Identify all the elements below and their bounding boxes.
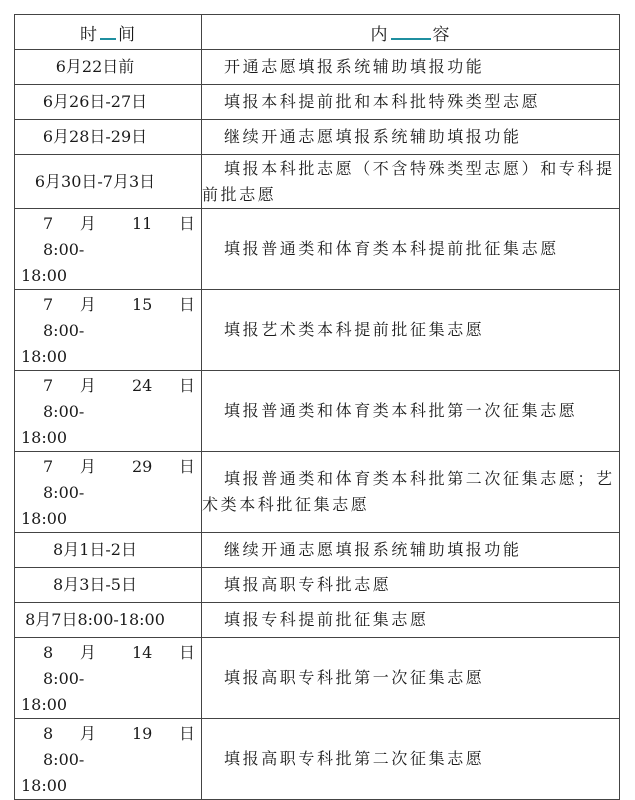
- time-cell: [15, 209, 202, 290]
- content-cell: [202, 209, 620, 290]
- content-text: 开通志愿填报系统辅助填报功能: [224, 57, 485, 76]
- table-row: [15, 371, 620, 452]
- content-cell: [202, 452, 620, 533]
- time-line-2: 18:00: [21, 776, 68, 795]
- table-row: [15, 85, 620, 120]
- time-cell: 8月7日8:00-18:00: [15, 603, 202, 638]
- time-line-1: 8 月 14 日 8:00-: [43, 643, 195, 688]
- content-text: 填报艺术类本科提前批征集志愿: [224, 320, 485, 339]
- time-header-char-1: 时: [80, 24, 98, 45]
- content-cell: [202, 371, 620, 452]
- time-cell: 6月30日-7月3日: [15, 155, 202, 209]
- table-row: [15, 209, 620, 290]
- table-row: [15, 533, 620, 568]
- header-underline: [100, 24, 116, 40]
- time-column-header: [15, 15, 202, 50]
- content-text: 填报普通类和体育类本科批第二次征集志愿；艺术类本科批征集志愿: [202, 469, 615, 514]
- time-cell: [15, 719, 202, 800]
- content-text: 填报普通类和体育类本科批第一次征集志愿: [224, 401, 578, 420]
- time-line-1: 7 月 15 日 8:00-: [43, 295, 195, 340]
- time-line-2: 18:00: [21, 509, 68, 528]
- content-cell: [202, 603, 620, 638]
- time-line-1: 8 月 19 日 8:00-: [43, 724, 195, 769]
- table-header-row: [15, 15, 620, 50]
- content-text: 继续开通志愿填报系统辅助填报功能: [224, 127, 522, 146]
- content-text: 填报高职专科批志愿: [224, 575, 392, 594]
- time-cell: 6月22日前: [15, 50, 202, 85]
- content-cell: [202, 85, 620, 120]
- table-row: [15, 120, 620, 155]
- time-line-2: 18:00: [21, 695, 68, 714]
- content-cell: [202, 290, 620, 371]
- time-cell: [15, 371, 202, 452]
- time-header-char-2: 间: [118, 24, 136, 45]
- table-row: [15, 290, 620, 371]
- schedule-table: [14, 14, 620, 800]
- time-cell: [15, 452, 202, 533]
- content-text: 填报高职专科批第二次征集志愿: [224, 749, 485, 768]
- content-cell: [202, 719, 620, 800]
- time-line-2: 18:00: [21, 266, 68, 285]
- time-cell: 8月1日-2日: [15, 533, 202, 568]
- time-line-1: 7 月 29 日 8:00-: [43, 457, 195, 502]
- content-header-char-2: 容: [432, 24, 451, 45]
- content-text: 继续开通志愿填报系统辅助填报功能: [224, 540, 522, 559]
- table-row: [15, 452, 620, 533]
- content-cell: [202, 638, 620, 719]
- table-row: [15, 50, 620, 85]
- content-cell: [202, 568, 620, 603]
- content-text: 填报专科提前批征集志愿: [224, 610, 429, 629]
- table-row: [15, 603, 620, 638]
- content-header-char-1: 内: [370, 24, 389, 45]
- time-cell: 6月26日-27日: [15, 85, 202, 120]
- time-cell: 6月28日-29日: [15, 120, 202, 155]
- content-text: 填报本科提前批和本科批特殊类型志愿: [224, 92, 541, 111]
- header-underline: [391, 24, 431, 40]
- table-row: [15, 155, 620, 209]
- content-text: 填报普通类和体育类本科提前批征集志愿: [224, 239, 559, 258]
- content-text: 填报高职专科批第一次征集志愿: [224, 668, 485, 687]
- content-cell: [202, 120, 620, 155]
- time-line-1: 7 月 24 日 8:00-: [43, 376, 195, 421]
- time-line-2: 18:00: [21, 347, 68, 366]
- content-cell: [202, 155, 620, 209]
- content-column-header: [202, 15, 620, 50]
- table-row: [15, 719, 620, 800]
- content-text: 填报本科批志愿（不含特殊类型志愿）和专科提前批志愿: [202, 158, 615, 204]
- time-line-2: 18:00: [21, 428, 68, 447]
- time-cell: [15, 638, 202, 719]
- time-cell: 8月3日-5日: [15, 568, 202, 603]
- content-cell: [202, 533, 620, 568]
- content-cell: [202, 50, 620, 85]
- table-row: [15, 568, 620, 603]
- table-row: [15, 638, 620, 719]
- time-cell: [15, 290, 202, 371]
- time-line-1: 7 月 11 日 8:00-: [43, 214, 195, 259]
